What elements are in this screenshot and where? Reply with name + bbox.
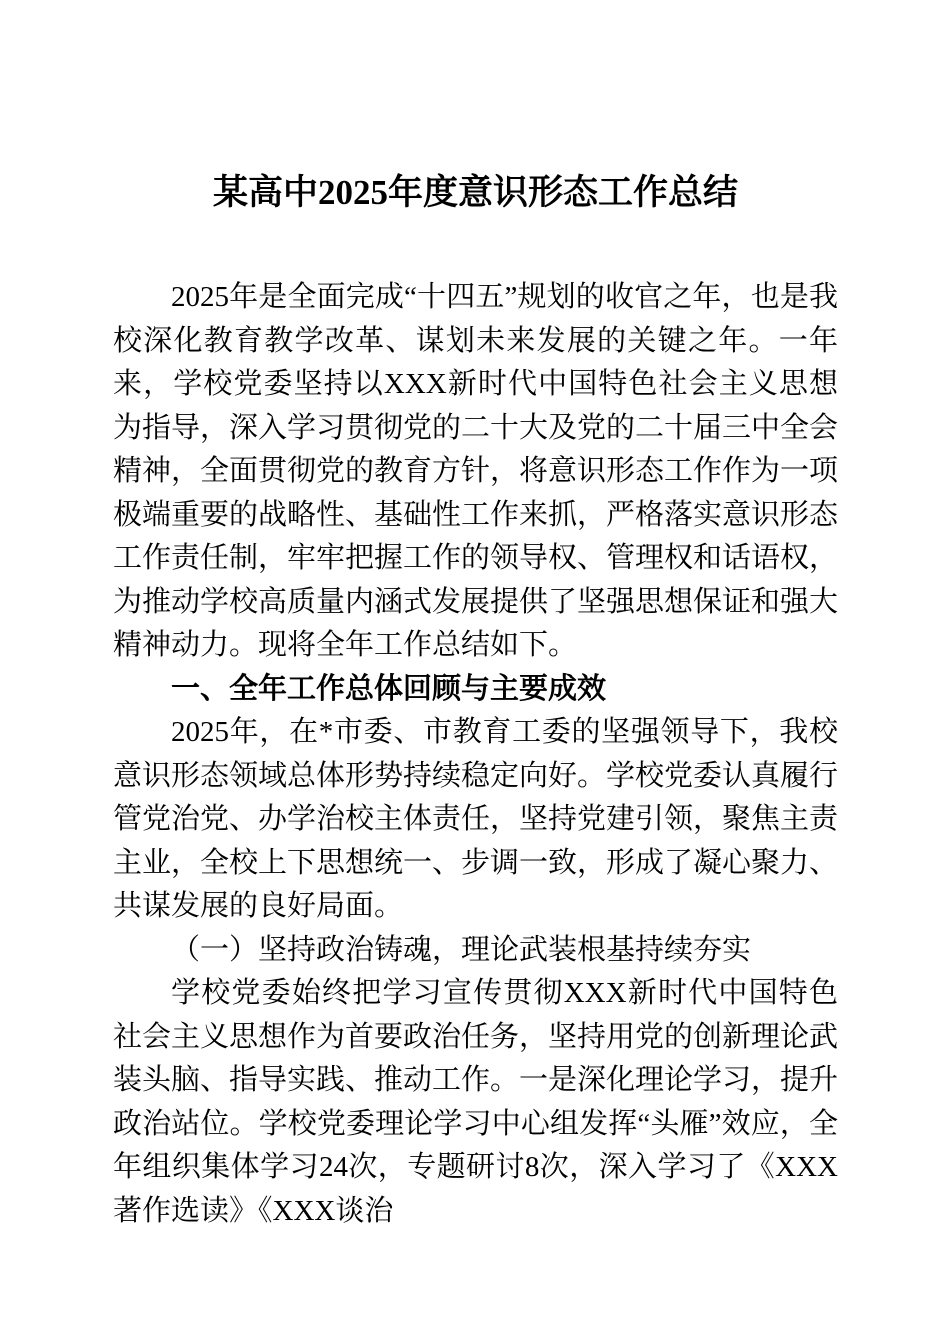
paragraph-overview: 2025年，在*市委、市教育工委的坚强领导下，我校意识形态领域总体形势持续稳定向好。学校党委认真履行管党治党、办学治校主体责任，坚持党建引领，聚焦主责主业，全校上下思想统一、步调一致，形成了凝心聚力、共谋发展的良好局面。 [113,716,839,922]
paragraph-theory-study: 学校党委始终把学习宣传贯彻XXX新时代中国特色社会主义思想作为首要政治任务，坚持用党的创新理论武装头脑、指导实践、推动工作。一是深化理论学习，提升政治站位。学校党委理论学习中心组发挥“头雁”效应，全年组织集体学习24次，专题研讨8次，深入学习了《XXX著作选读》《XXX谈治 [113,977,839,1227]
document-title: 某高中2025年度意识形态工作总结 [212,173,738,212]
section-heading-1: 一、全年工作总体回顾与主要成效 [171,672,607,705]
paragraph-intro: 2025年是全面完成“十四五”规划的收官之年，也是我校深化教育教学改革、谋划未来发展的关键之年。一年来，学校党委坚持以XXX新时代中国特色社会主义思想为指导，深入学习贯彻党的二十大及党的二十届三中全会精神，全面贯彻党的教育方针，将意识形态工作作为一项极端重要的战略性、基础性工作来抓，严格落实意识形态工作责任制，牢牢把握工作的领导权、管理权和话语权，为推动学校高质量内涵式发展提供了坚强思想保证和强大精神动力。现将全年工作总结如下。 [113,281,839,661]
subsection-heading-1-1: （一）坚持政治铸魂，理论武装根基持续夯实 [171,933,752,966]
